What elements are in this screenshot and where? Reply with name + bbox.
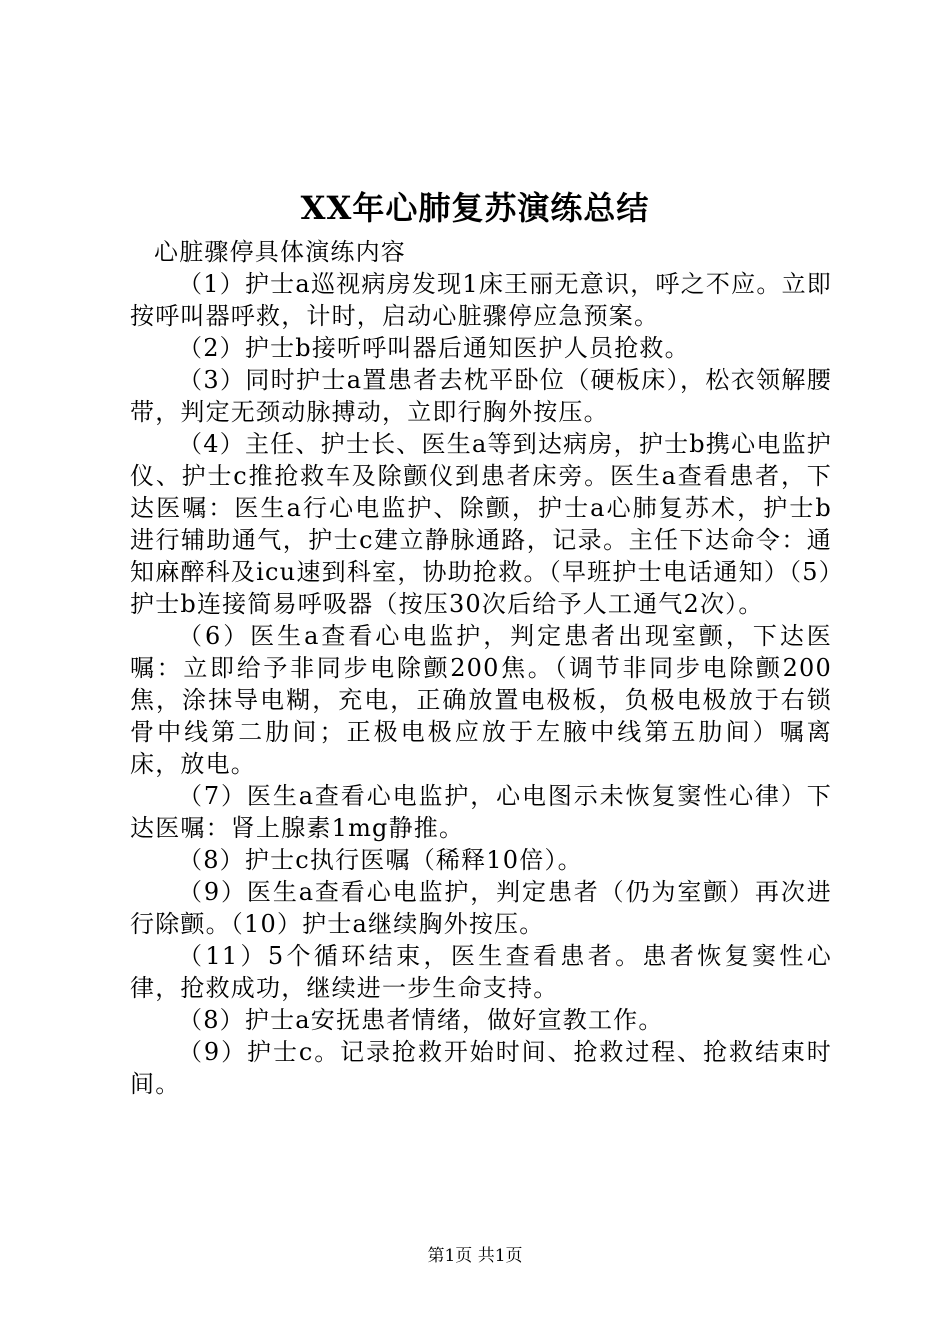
- paragraph: （9）护士c。记录抢救开始时间、抢救过程、抢救结束时间。: [130, 1038, 832, 1098]
- paragraph: （11）5个循环结束，医生查看患者。患者恢复窦性心律，抢救成功，继续进一步生命支持。: [130, 942, 832, 1002]
- paragraph: （2）护士b接听呼叫器后通知医护人员抢救。: [178, 334, 690, 362]
- paragraph: （8）护士a安抚患者情绪，做好宣教工作。: [178, 1006, 664, 1034]
- paragraph: （4）主任、护士长、医生a等到达病房，护士b携心电监护仪、护士c推抢救车及除颤仪到患者床旁。医生a查看患者，下达医嘱：医生a行心电监护、除颤，护士a心肺复苏术，护士b进行辅助通气，护士c建立静脉通路，记录。主任下达命令：通知麻醉科及icu速到科室，协助抢救。（早班护士电话通知）（5）护士b连接简易呼吸器（按压30次后给予人工通气2次）。: [130, 430, 832, 618]
- paragraph: （1）护士a巡视病房发现1床王丽无意识，呼之不应。立即按呼叫器呼救，计时，启动心脏骤停应急预案。: [130, 270, 832, 330]
- paragraph: （6）医生a查看心电监护，判定患者出现室颤，下达医嘱：立即给予非同步电除颤200焦。（调节非同步电除颤200焦，涂抹导电糊，充电，正确放置电极板，负极电极放于右锁骨中线第二肋间；正极电极应放于左腋中线第五肋间）嘱离床，放电。: [130, 622, 832, 778]
- paragraph: （8）护士c执行医嘱（稀释10倍）。: [178, 846, 583, 874]
- paragraph: （3）同时护士a置患者去枕平卧位（硬板床），松衣领解腰带，判定无颈动脉搏动，立即行胸外按压。: [130, 366, 832, 426]
- page-number-footer: 第1页 共1页: [427, 1246, 523, 1266]
- page-title: XX年心肺复苏演练总结: [300, 189, 650, 227]
- section-subheading: 心脏骤停具体演练内容: [154, 238, 406, 266]
- paragraph: （7）医生a查看心电监护，心电图示未恢复窦性心律）下达医嘱：肾上腺素1mg静推。: [130, 782, 832, 842]
- document-body: [130, 236, 832, 1100]
- paragraph: （9）医生a查看心电监护，判定患者（仍为室颤）再次进行除颤。（10）护士a继续胸外按压。: [130, 878, 832, 938]
